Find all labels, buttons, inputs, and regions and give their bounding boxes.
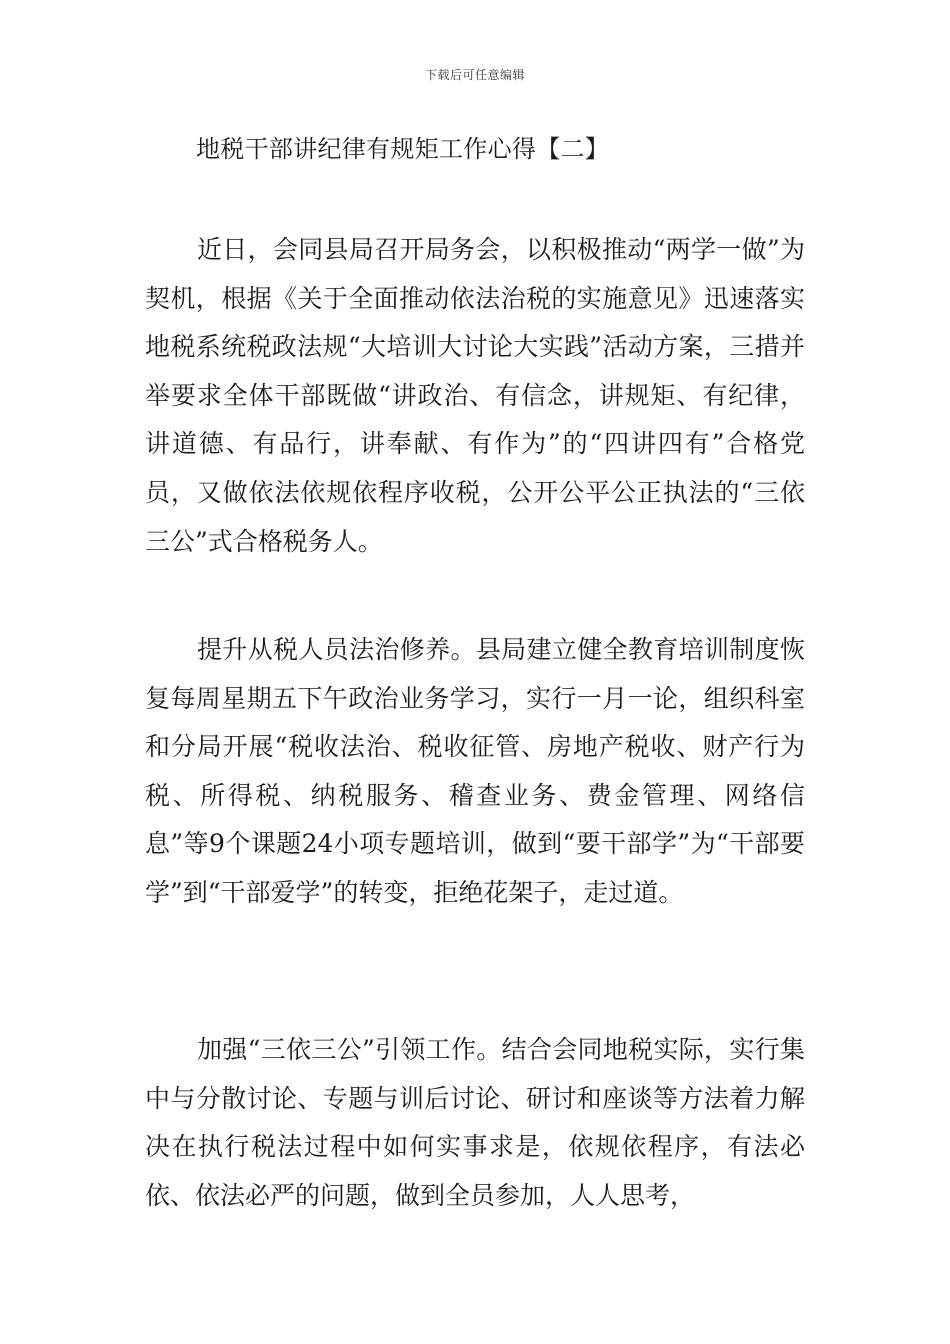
page-header-note: 下载后可任意编辑: [424, 68, 525, 82]
paragraph-intro: 近日，会同县局召开局务会，以积极推动“两学一做”为契机，根据《关于全面推动依法治税的实施意见》迅速落实地税系统税政法规“大培训大讨论大实践”活动方案，三措并举要求全体干部既做“讲政治、有信念，讲规矩、有纪律，讲道德、有品行，讲奉献、有作为”的“四讲四有”合格党员，又做依法依规依程序收税，公开公平公正执法的“三依三公”式合格税务人。: [145, 235, 805, 556]
paragraph-legal-training: 提升从税人员法治修养。县局建立健全教育培训制度恢复每周星期五下午政治业务学习，实行一月一论，组织科室和分局开展“税收法治、税收征管、房地产税收、财产行为税、所得税、纳税服务、稽查业务、费金管理、网络信息”等9个课题24小项专题培训，做到“要干部学”为“干部要学”到“干部爱学”的转变，拒绝花架子，走过道。: [145, 635, 805, 907]
paragraph-three-principles: 加强“三依三公”引领工作。结合会同地税实际，实行集中与分散讨论、专题与训后讨论、研讨和座谈等方法着力解决在执行税法过程中如何实事求是，依规依程序，有法必依、依法必严的问题，做到全员参加，人人思考，: [145, 1035, 805, 1210]
document-title: 地税干部讲纪律有规矩工作心得【二】: [196, 135, 610, 163]
